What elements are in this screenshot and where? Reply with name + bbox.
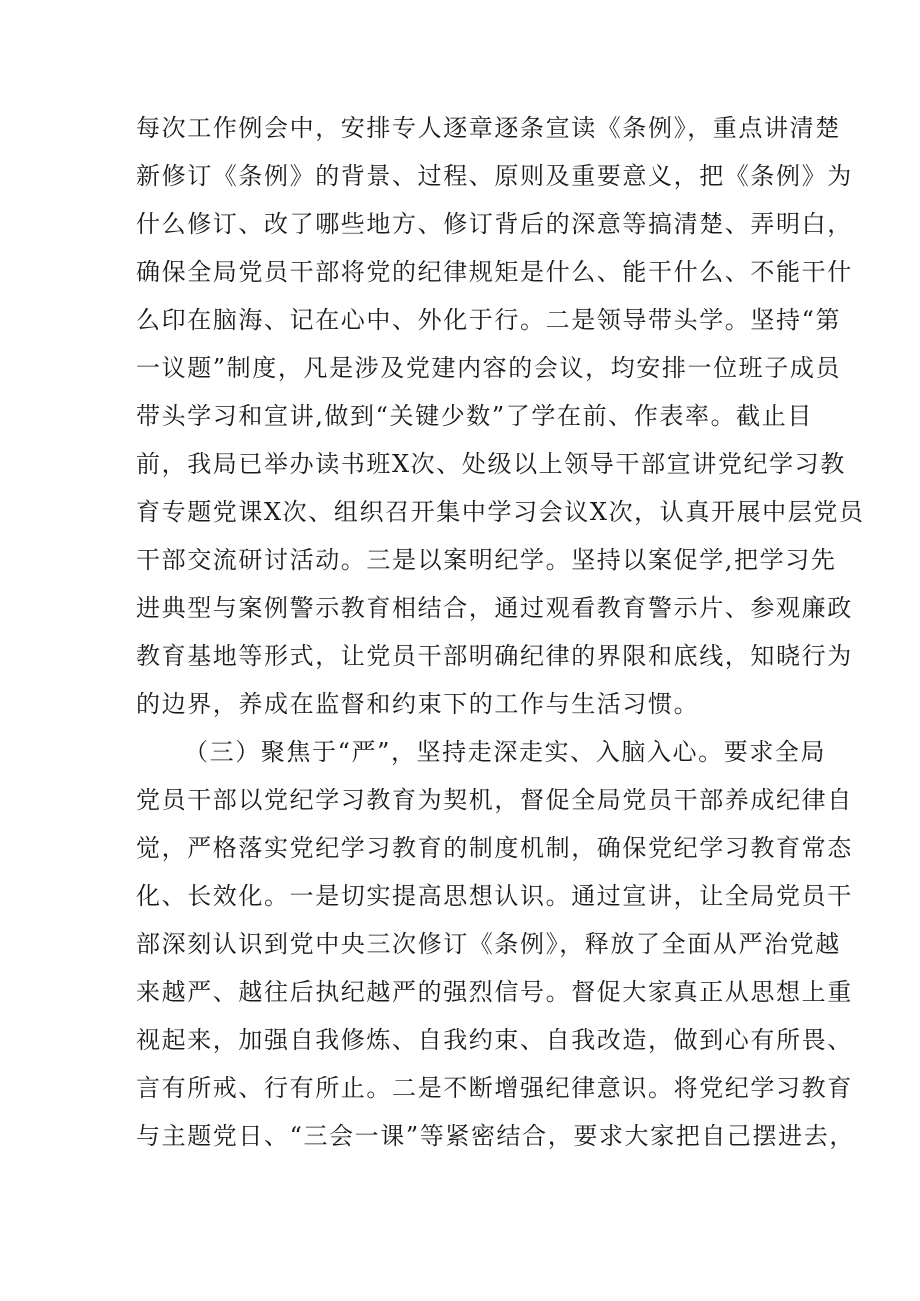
text-line: 觉，严格落实党纪学习教育的制度机制，确保党纪学习教育常态 xyxy=(136,834,853,862)
section-heading-line: （三）聚焦于“严”，坚持走深走实、入脑入心。要求全局 xyxy=(184,738,827,766)
text-line: 干部交流研讨活动。三是以案明纪学。坚持以案促学,把学习先 xyxy=(136,546,837,574)
body-text xyxy=(136,104,865,1160)
text-line: 什么修订、改了哪些地方、修订背后的深意等搞清楚、弄明白， xyxy=(136,210,853,238)
text-line: 部深刻认识到党中央三次修订《条例》，释放了全面从严治党越 xyxy=(136,930,841,958)
text-line: 化、长效化。一是切实提高思想认识。通过宣讲，让全局党员干 xyxy=(136,882,853,910)
text-line: 前，我局已举办读书班X次、处级以上领导干部宣讲党纪学习教 xyxy=(136,450,846,478)
text-line: 确保全局党员干部将党的纪律规矩是什么、能干什么、不能干什 xyxy=(136,258,853,286)
text-line: 教育基地等形式，让党员干部明确纪律的界限和底线，知晓行为 xyxy=(136,642,853,670)
text-line: 党员干部以党纪学习教育为契机，督促全局党员干部养成纪律自 xyxy=(136,786,853,814)
text-line: 进典型与案例警示教育相结合，通过观看教育警示片、参观廉政 xyxy=(136,594,853,622)
text-line: 来越严、越往后执纪越严的强烈信号。督促大家真正从思想上重 xyxy=(136,978,853,1006)
text-line: 视起来，加强自我修炼、自我约束、自我改造，做到心有所畏、 xyxy=(136,1026,853,1054)
text-line: 么印在脑海、记在心中、外化于行。二是领导带头学。坚持“第 xyxy=(136,306,842,334)
text-line: 每次工作例会中，安排专人逐章逐条宣读《条例》，重点讲清楚 xyxy=(136,114,841,142)
text-line: 言有所戒、行有所止。二是不断增强纪律意识。将党纪学习教育 xyxy=(136,1074,853,1102)
text-line: 的边界，养成在监督和约束下的工作与生活习惯。 xyxy=(136,690,700,718)
text-line: 带头学习和宣讲,做到“关键少数”了学在前、作表率。截止目 xyxy=(136,402,813,430)
text-line: 与主题党日、“三会一课”等紧密结合，要求大家把自己摆进去， xyxy=(136,1122,855,1150)
text-line: 一议题”制度，凡是涉及党建内容的会议，均安排一位班子成员 xyxy=(136,354,842,382)
text-line: 育专题党课X次、组织召开集中学习会议X次，认真开展中层党员 xyxy=(136,498,865,526)
text-line: 新修订《条例》的背景、过程、原则及重要意义，把《条例》为 xyxy=(136,162,853,190)
